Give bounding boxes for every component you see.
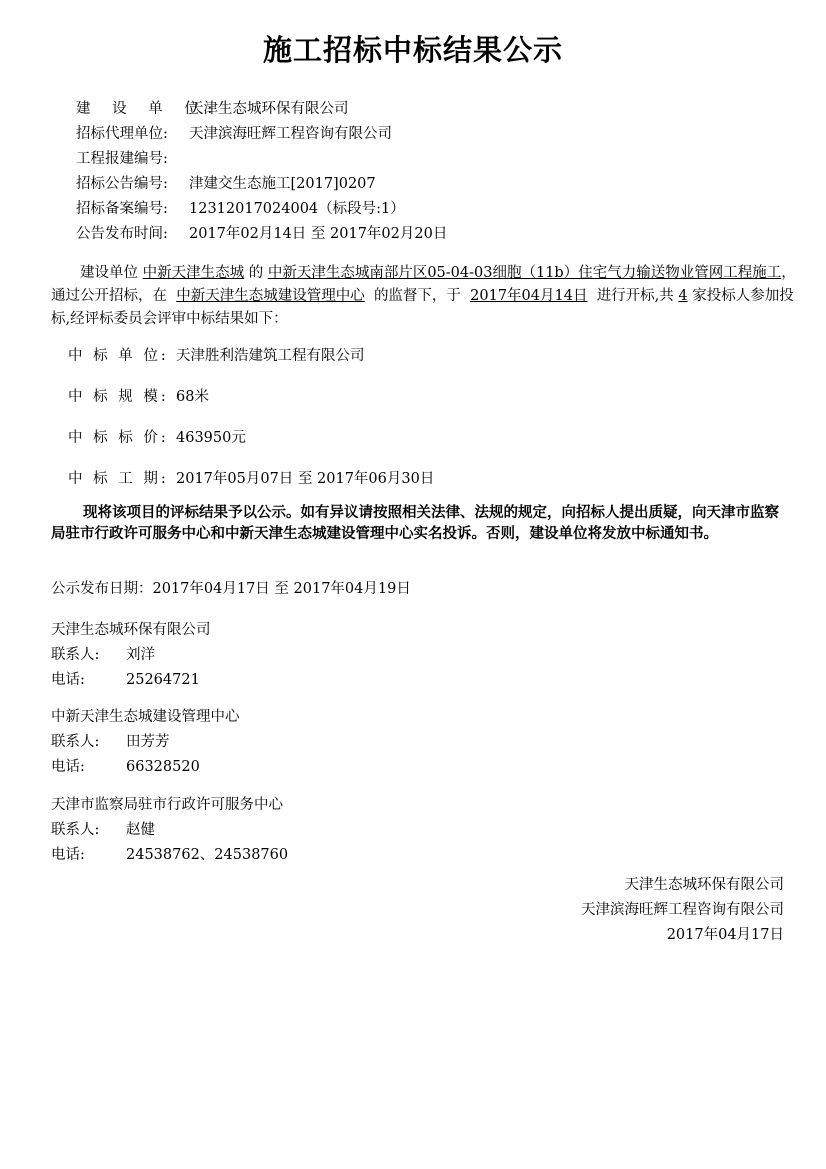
publish-time-value: 2017年02月14日 至 2017年02月20日 xyxy=(189,226,448,242)
para-text-1: 建设单位 xyxy=(80,265,138,281)
contact-person-label: 联系人: xyxy=(51,734,100,750)
winner-value: 天津胜利浩建筑工程有限公司 xyxy=(176,348,365,364)
contact-phone-label: 电话: xyxy=(51,847,85,863)
notice-text: 现将该项目的评标结果予以公示。如有异议请按照相关法律、法规的规定，向招标人提出质疑，向天津市监察局驻市行政许可服务中心和中新天津生态城建设管理中心实名投诉。否则，建设单位将发放中标通知书。 xyxy=(51,505,779,542)
contact-phone-label: 电话: xyxy=(51,672,85,688)
contact-org: 中新天津生态城建设管理中心 xyxy=(51,709,240,725)
publish-time-label: 公告发布时间: xyxy=(76,226,168,242)
signature-date: 2017年04月17日 xyxy=(666,927,784,943)
description-paragraph xyxy=(51,262,803,331)
contact-phone-label: 电话: xyxy=(51,759,85,775)
info-row-project-no xyxy=(76,147,447,172)
contact-phone: 25264721 xyxy=(126,672,200,688)
contact-block-3 xyxy=(51,793,288,868)
para-text-2: 的 xyxy=(248,265,264,281)
project-no-label: 工程报建编号: xyxy=(76,151,168,167)
contact-org: 天津市监察局驻市行政许可服务中心 xyxy=(51,797,283,813)
notice-no-value: 津建交生态施工[2017]0207 xyxy=(189,176,376,192)
contact-person-row xyxy=(51,643,211,668)
para-count: 4 xyxy=(678,288,688,304)
result-row-scale xyxy=(68,385,434,426)
winner-label: 中 标 单 位: xyxy=(68,348,169,364)
result-row-winner xyxy=(68,344,434,385)
signature-block xyxy=(581,873,784,948)
para-date: 2017年04月14日 xyxy=(470,288,588,304)
contact-org: 天津生态城环保有限公司 xyxy=(51,622,211,638)
contact-person-label: 联系人: xyxy=(51,822,100,838)
agent-label: 招标代理单位: xyxy=(76,126,168,142)
contact-phone-row xyxy=(51,843,288,868)
para-text-6: 家投标人参加投标,经评标委员会评审中标结果如下： xyxy=(51,288,794,327)
record-no-label: 招标备案编号: xyxy=(76,201,168,217)
para-project: 中新天津生态城南部片区05-04-03细胞（11b）住宅气力输送物业管网工程施工 xyxy=(267,265,782,281)
objection-notice xyxy=(51,503,791,545)
contact-block-1 xyxy=(51,618,211,693)
contact-person-label: 联系人: xyxy=(51,647,100,663)
record-no-value: 12312017024004（标段号:1） xyxy=(189,201,405,217)
info-row-record-no xyxy=(76,197,447,222)
para-supervisor: 中新天津生态城建设管理中心 xyxy=(176,288,365,304)
para-text-4: 的监督下，于 xyxy=(373,288,461,304)
publication-date: 公示发布日期：2017年04月17日 至 2017年04月19日 xyxy=(51,581,411,597)
info-row-notice-no xyxy=(76,172,447,197)
agent-value: 天津滨海旺辉工程咨询有限公司 xyxy=(189,126,392,142)
contact-person-row xyxy=(51,730,240,755)
contact-phone: 24538762、24538760 xyxy=(126,847,289,863)
info-row-agent xyxy=(76,122,447,147)
para-text-3: ，通过公开招标，在 xyxy=(51,265,796,304)
contact-block-2 xyxy=(51,705,240,780)
award-result-block xyxy=(68,344,434,508)
result-row-period xyxy=(68,467,434,508)
contact-phone-row xyxy=(51,668,211,693)
result-row-price xyxy=(68,426,434,467)
scale-value: 68米 xyxy=(176,389,209,405)
para-text-5: 进行开标,共 xyxy=(596,288,674,304)
info-row-publish-time xyxy=(76,222,447,247)
price-label: 中 标 标 价: xyxy=(68,430,169,446)
period-value: 2017年05月07日 至 2017年06月30日 xyxy=(176,471,435,487)
scale-label: 中 标 规 模: xyxy=(68,389,169,405)
builder-label: 建 设 单 位: xyxy=(76,101,221,117)
contact-person-row xyxy=(51,818,288,843)
signature-org-2: 天津滨海旺辉工程咨询有限公司 xyxy=(581,902,784,918)
notice-no-label: 招标公告编号: xyxy=(76,176,168,192)
period-label: 中 标 工 期: xyxy=(68,471,169,487)
price-value: 463950元 xyxy=(176,430,246,446)
contact-person: 赵健 xyxy=(126,822,155,838)
project-info-block xyxy=(76,97,447,247)
contact-phone: 66328520 xyxy=(126,759,200,775)
contact-phone-row xyxy=(51,755,240,780)
para-builder: 中新天津生态城 xyxy=(142,265,245,281)
info-row-builder xyxy=(76,97,447,122)
signature-org-1: 天津生态城环保有限公司 xyxy=(624,877,784,893)
page-title: 施工招标中标结果公示 xyxy=(262,33,563,67)
builder-value: 天津生态城环保有限公司 xyxy=(189,101,349,117)
contact-person: 田芳芳 xyxy=(126,734,170,750)
contact-person: 刘洋 xyxy=(126,647,155,663)
